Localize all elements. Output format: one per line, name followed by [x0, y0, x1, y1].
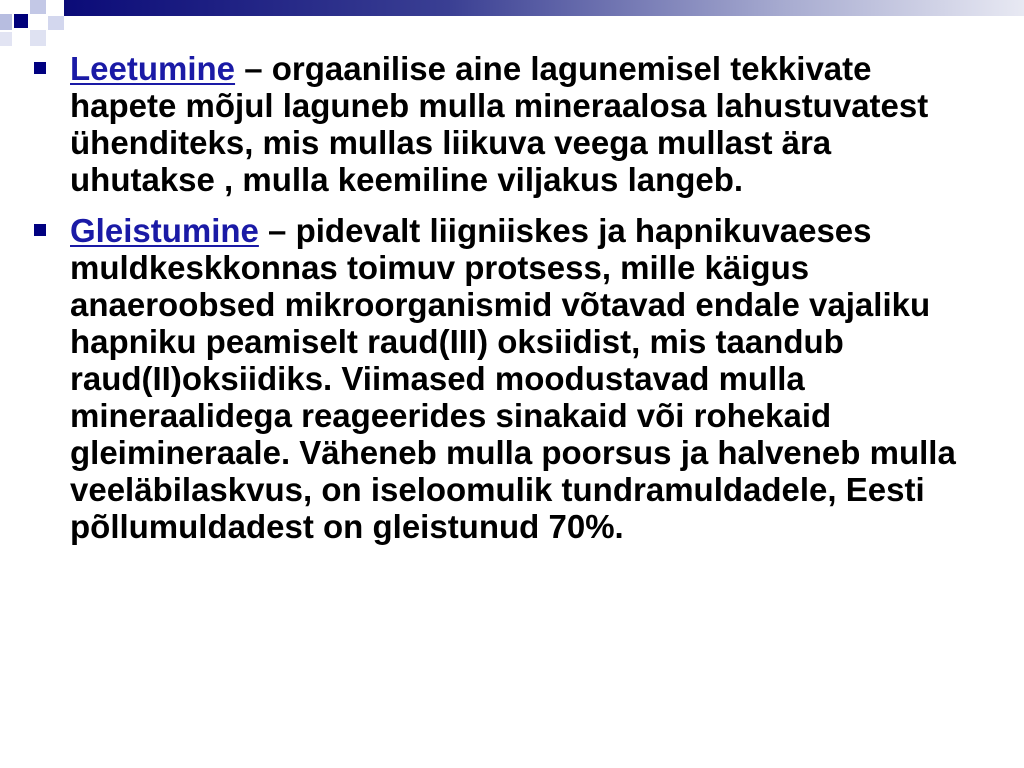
decor-square: [14, 30, 28, 46]
square-bullet-icon: [34, 224, 46, 236]
header-gradient-bar: [64, 0, 1024, 16]
decor-square: [0, 0, 12, 12]
definition-text: – pidevalt liigniiskes ja hapnikuvaeses muldkeskkonnas toimuv protsess, mille käigus anaeroobsed mikroorganismid võtavad endale vajaliku hapniku peamiselt raud(III) oksiidist, mis taandub raud(II)oksiidiks. Viimased moodustavad mulla mineraalidega reageerides sinakaid või rohekaid gleimineraale. Väheneb mulla poorsus ja halveneb mulla veeläbilaskvus, on iseloomulik tundramuldadele, Eesti põllumuldadest on gleistunud 70%.: [70, 212, 956, 545]
decor-square-dark: [14, 14, 28, 28]
bullet-list: [30, 50, 980, 559]
decor-square: [30, 30, 46, 46]
decor-square: [0, 14, 12, 30]
bullet-paragraph: [70, 212, 980, 545]
square-bullet-icon: [34, 62, 46, 74]
definition-text: – orgaanilise aine lagunemisel tekkivate hapete mõjul laguneb mulla mineraalosa lahustuvatest ühenditeks, mis mullas liikuva veega mullast ära uhutakse , mulla keemiline viljakus langeb.: [70, 50, 929, 198]
decor-square: [48, 16, 64, 30]
term-link-leetumine[interactable]: Leetumine: [70, 50, 236, 87]
bullet-item-leetumine: [30, 50, 980, 198]
decor-square: [48, 0, 64, 16]
decor-square: [0, 32, 12, 46]
bullet-paragraph: [70, 50, 980, 198]
bullet-item-gleistumine: [30, 212, 980, 545]
decor-square: [30, 0, 46, 14]
term-link-gleistumine[interactable]: Gleistumine: [70, 212, 259, 249]
